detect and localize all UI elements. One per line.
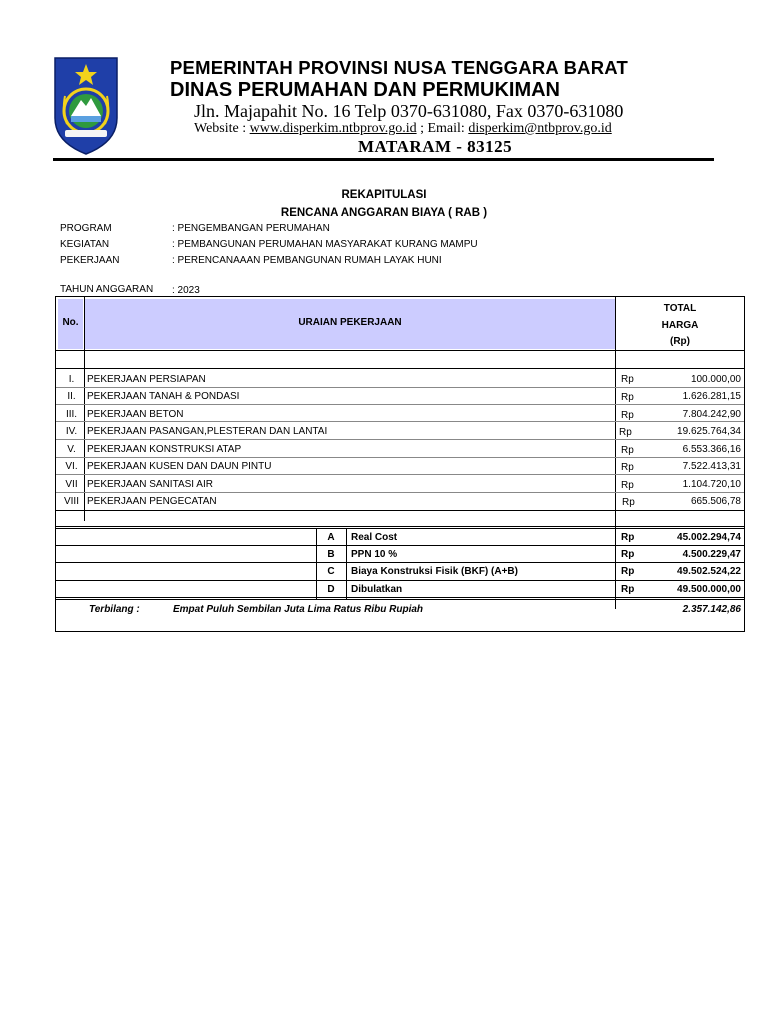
document-subtitle: RENCANA ANGGARAN BIAYA ( RAB ) — [280, 207, 488, 219]
summary-code: C — [327, 566, 335, 577]
meta-pekerjaan-value: : PERENCANAAAN PEMBANGUNAN RUMAH LAYAK HUNI — [172, 255, 442, 266]
row-amount: 7.522.413,31 — [682, 461, 741, 472]
row-desc: PEKERJAAN BETON — [87, 409, 184, 420]
summary-code: D — [327, 584, 335, 595]
row-currency: Rp — [621, 374, 634, 385]
row-desc: PEKERJAAN KONSTRUKSI ATAP — [87, 444, 242, 455]
summary-currency: Rp — [621, 566, 635, 577]
row-currency: Rp — [622, 497, 635, 508]
row-divider — [56, 492, 744, 493]
summary-currency: Rp — [621, 584, 635, 595]
row-no: VIII — [63, 496, 79, 507]
meta-program-label: PROGRAM — [60, 223, 112, 234]
email-link[interactable]: disperkim@ntbprov.go.id — [468, 121, 612, 136]
summary-amount: 45.002.294,74 — [677, 532, 741, 543]
letterhead-city: MATARAM - 83125 — [358, 137, 513, 156]
row-amount: 1.104.720,10 — [682, 479, 741, 490]
row-amount: 19.625.764,34 — [677, 426, 741, 437]
terbilang-label: Terbilang : — [89, 604, 140, 615]
row-desc: PEKERJAAN PASANGAN,PLESTERAN DAN LANTAI — [87, 426, 328, 437]
row-divider — [56, 510, 744, 511]
rab-table — [55, 296, 745, 632]
row-amount: 100.000,00 — [690, 374, 741, 385]
row-no: I. — [68, 374, 75, 385]
row-desc: PEKERJAAN SANITASI AIR — [87, 479, 213, 490]
row-divider — [56, 597, 744, 598]
website-label: Website : — [194, 121, 250, 136]
summary-amount: 4.500.229,47 — [682, 549, 741, 560]
header-no: No. — [62, 317, 79, 328]
row-currency: Rp — [621, 445, 634, 456]
row-divider — [56, 474, 744, 475]
row-divider — [56, 350, 744, 351]
row-amount: 1.626.281,15 — [682, 391, 741, 402]
row-desc: PEKERJAAN KUSEN DAN DAUN PINTU — [87, 461, 272, 472]
terbilang-amount: 2.357.142,86 — [682, 604, 741, 615]
row-currency: Rp — [621, 410, 634, 421]
row-divider — [56, 580, 744, 581]
summary-label: PPN 10 % — [351, 549, 398, 560]
row-amount: 6.553.366,16 — [682, 444, 741, 455]
row-no: IV. — [65, 426, 78, 437]
header-rp: (Rp) — [670, 336, 690, 347]
header-harga: HARGA — [661, 320, 699, 331]
summary-code: A — [327, 532, 335, 543]
row-desc: PEKERJAAN PENGECATAN — [87, 496, 217, 507]
row-divider — [56, 439, 744, 440]
row-divider — [56, 457, 744, 458]
row-no: VI. — [65, 461, 78, 472]
letterhead-government: PEMERINTAH PROVINSI NUSA TENGGARA BARAT — [170, 57, 628, 78]
row-no: VII — [65, 479, 78, 490]
meta-kegiatan-value: : PEMBANGUNAN PERUMAHAN MASYARAKAT KURANG MAMPU — [172, 239, 478, 250]
col-divider — [84, 297, 85, 521]
row-amount: 665.506,78 — [690, 496, 741, 507]
row-no: III. — [65, 409, 78, 420]
summary-label: Biaya Konstruksi Fisik (BKF) (A+B) — [351, 566, 518, 577]
summary-code: B — [327, 549, 335, 560]
header-uraian: URAIAN PEKERJAAN — [298, 317, 402, 328]
letterhead-divider — [53, 158, 714, 161]
website-link[interactable]: www.disperkim.ntbprov.go.id — [249, 121, 417, 136]
row-currency: Rp — [619, 427, 632, 438]
letterhead-department: DINAS PERUMAHAN DAN PERMUKIMAN — [170, 79, 560, 101]
meta-tahun-value: : 2023 — [172, 285, 200, 296]
row-divider — [56, 404, 744, 405]
meta-tahun-label: TAHUN ANGGARAN — [60, 284, 154, 295]
row-no: V. — [67, 444, 76, 455]
row-divider — [56, 545, 744, 546]
row-divider — [56, 421, 744, 422]
row-divider — [56, 368, 744, 369]
row-divider — [56, 562, 744, 563]
row-currency: Rp — [621, 462, 634, 473]
header-total: TOTAL — [663, 303, 697, 314]
row-divider — [56, 387, 744, 388]
row-desc: PEKERJAAN PERSIAPAN — [87, 374, 206, 385]
letterhead-address: Jln. Majapahit No. 16 Telp 0370-631080, Fax 0370-631080 — [194, 101, 624, 121]
row-divider — [56, 528, 744, 529]
row-currency: Rp — [621, 480, 634, 491]
ntb-province-emblem-icon — [53, 56, 119, 156]
row-desc: PEKERJAAN TANAH & PONDASI — [87, 391, 240, 402]
email-label: ; Email: — [416, 121, 469, 136]
letterhead-contact — [194, 121, 612, 137]
row-amount: 7.804.242,90 — [682, 409, 741, 420]
row-currency: Rp — [621, 392, 634, 403]
row-divider — [56, 599, 744, 600]
row-no: II. — [67, 391, 76, 402]
terbilang-text: Empat Puluh Sembilan Juta Lima Ratus Ribu Rupiah — [173, 604, 424, 615]
meta-program-value: : PENGEMBANGAN PERUMAHAN — [172, 223, 330, 234]
summary-label: Real Cost — [351, 532, 398, 543]
summary-currency: Rp — [621, 549, 635, 560]
summary-currency: Rp — [621, 532, 635, 543]
summary-label: Dibulatkan — [351, 584, 403, 595]
summary-amount: 49.500.000,00 — [677, 584, 741, 595]
row-divider — [56, 526, 744, 527]
document-title: REKAPITULASI — [341, 189, 427, 201]
meta-pekerjaan-label: PEKERJAAN — [60, 255, 120, 266]
meta-kegiatan-label: KEGIATAN — [60, 239, 110, 250]
col-divider — [346, 528, 347, 599]
summary-amount: 49.502.524,22 — [677, 566, 741, 577]
